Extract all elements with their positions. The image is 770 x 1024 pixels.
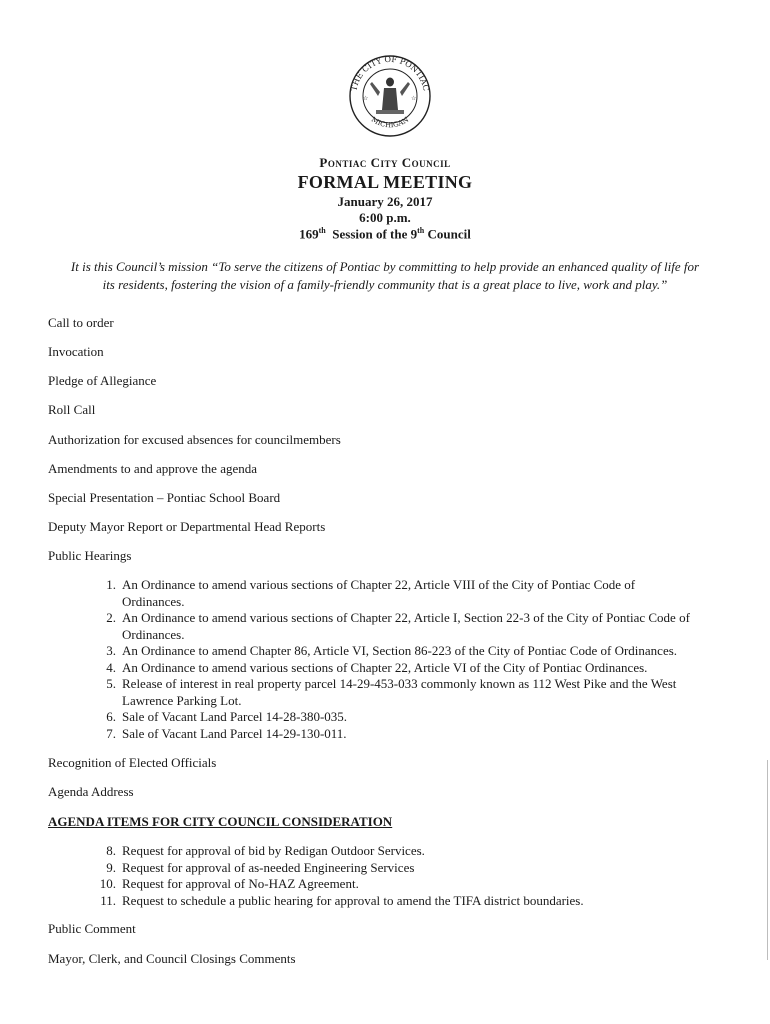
list-item xyxy=(86,693,726,710)
list-item-text: Request for approval of as-needed Engineering Services xyxy=(122,859,415,875)
meeting-time: 6:00 p.m. xyxy=(359,210,411,225)
session-mid-suffix: th xyxy=(417,226,425,235)
list-item-text: Lawrence Parking Lot. xyxy=(122,692,242,708)
list-item xyxy=(86,660,726,677)
consideration-list xyxy=(86,843,726,909)
agenda-special-presentation: Special Presentation – Pontiac School Board xyxy=(48,490,281,505)
list-item-text: Request to schedule a public hearing for approval to amend the TIFA district boundaries. xyxy=(122,892,584,908)
list-item xyxy=(86,876,726,893)
session-mid: Session of the 9 xyxy=(332,226,418,242)
list-item xyxy=(86,860,726,877)
list-item-number: 6. xyxy=(106,709,116,724)
svg-text:THE CITY OF PONTIAC: THE CITY OF PONTIAC xyxy=(349,54,431,92)
agenda-authorization: Authorization for excused absences for councilmembers xyxy=(48,432,341,447)
agenda-reports: Deputy Mayor Report or Departmental Head Reports xyxy=(48,519,326,534)
list-item-number: 3. xyxy=(106,643,116,658)
list-item-number: 11. xyxy=(100,892,116,908)
list-item-text: An Ordinance to amend Chapter 86, Article VI, Section 86-223 of the City of Pontiac Code of Ordinances. xyxy=(122,643,678,658)
session-end: Council xyxy=(427,226,471,242)
session-number: 169 xyxy=(299,226,319,242)
list-item-text: Ordinances. xyxy=(122,593,185,609)
list-item-number: 9. xyxy=(106,859,116,875)
list-item-text: Release of interest in real property parcel 14-29-453-033 commonly known as 112 West Pike and the West xyxy=(122,676,677,691)
list-item-number: 7. xyxy=(106,725,116,741)
list-item-number: 5. xyxy=(106,676,116,691)
agenda-roll-call: Roll Call xyxy=(48,402,96,417)
meeting-title: FORMAL MEETING xyxy=(297,172,473,192)
list-item-number xyxy=(86,594,122,611)
agenda-public-hearings: Public Hearings xyxy=(48,548,132,563)
agenda-pledge: Pledge of Allegiance xyxy=(48,373,157,388)
consideration-heading: AGENDA ITEMS FOR CITY COUNCIL CONSIDERATION xyxy=(48,814,393,829)
list-item-number: 8. xyxy=(106,843,116,858)
list-item xyxy=(86,627,726,644)
svg-text:☆: ☆ xyxy=(363,95,369,102)
list-item-number xyxy=(86,627,122,644)
public-hearing-list xyxy=(86,577,726,742)
list-item xyxy=(86,594,726,611)
list-item-number: 10. xyxy=(99,876,116,891)
list-item-number: 1. xyxy=(106,577,116,592)
session-line xyxy=(0,226,770,242)
agenda-public-comment: Public Comment xyxy=(48,921,136,936)
agenda-invocation: Invocation xyxy=(48,344,104,359)
mission-line-1: It is this Council’s mission “To serve the citizens of Pontiac by committing to help provide an enhanced quality of life for xyxy=(70,259,700,274)
svg-text:☆: ☆ xyxy=(411,95,417,102)
list-item xyxy=(86,709,726,726)
list-item-number xyxy=(86,693,122,710)
list-item-text: Request for approval of No-HAZ Agreement. xyxy=(122,876,359,891)
list-item-text: An Ordinance to amend various sections of Chapter 22, Article VIII of the City of Pontiac Code of xyxy=(122,577,636,592)
list-item-text: An Ordinance to amend various sections of Chapter 22, Article I, Section 22-3 of the City of Pontiac Code of xyxy=(122,610,690,625)
agenda-closing-comments: Mayor, Clerk, and Council Closings Comments xyxy=(48,951,296,966)
list-item-text: Sale of Vacant Land Parcel 14-29-130-011. xyxy=(122,725,347,741)
council-name: Pontiac City Council xyxy=(319,155,451,170)
list-item-number: 4. xyxy=(106,659,116,675)
svg-text:MICHIGAN: MICHIGAN xyxy=(369,115,411,130)
list-item xyxy=(86,893,726,910)
agenda-address: Agenda Address xyxy=(48,784,134,799)
list-item-text: An Ordinance to amend various sections of Chapter 22, Article VI of the City of Pontiac Ordinances. xyxy=(122,659,648,675)
agenda-amendments: Amendments to and approve the agenda xyxy=(48,461,258,476)
list-item xyxy=(86,610,726,627)
list-item-number: 2. xyxy=(106,610,116,625)
mission-statement xyxy=(40,258,730,294)
list-item xyxy=(86,676,726,693)
list-item xyxy=(86,577,726,594)
mission-line-2: its residents, fostering the vision of a family-friendly community that is a great place to live, work and play.” xyxy=(102,277,668,292)
list-item xyxy=(86,726,726,743)
list-item-text: Ordinances. xyxy=(122,626,185,642)
list-item xyxy=(86,643,726,660)
agenda-call-to-order: Call to order xyxy=(48,315,114,330)
session-number-suffix: th xyxy=(318,226,326,235)
list-item-text: Request for approval of bid by Redigan Outdoor Services. xyxy=(122,843,425,858)
meeting-date: January 26, 2017 xyxy=(337,194,433,209)
list-item-text: Sale of Vacant Land Parcel 14-28-380-035. xyxy=(122,709,348,724)
scan-edge-line xyxy=(767,760,768,960)
agenda-recognition: Recognition of Elected Officials xyxy=(48,755,217,770)
list-item xyxy=(86,843,726,860)
city-seal-logo xyxy=(340,52,440,140)
